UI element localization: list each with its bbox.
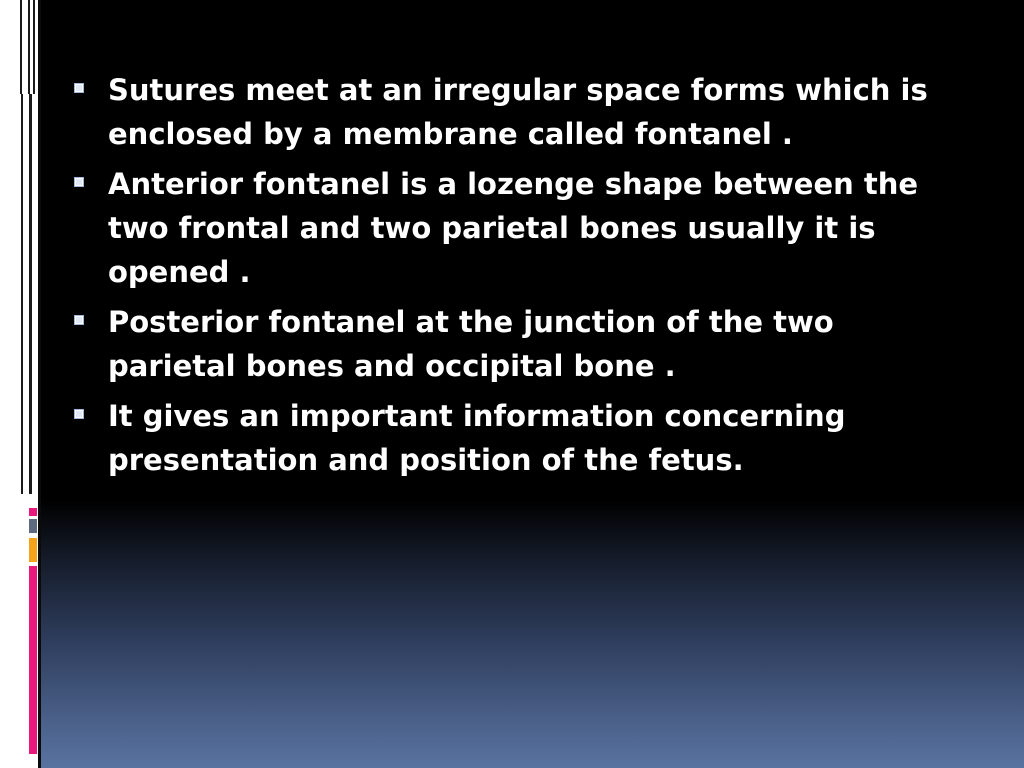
bullet-text: It gives an important information concerning presentation and position of the fetus. bbox=[108, 399, 846, 477]
bullet-text: Sutures meet at an irregular space forms which is enclosed by a membrane called fontanel . bbox=[108, 73, 928, 151]
bullet-item bbox=[70, 68, 970, 156]
square-bullet-icon bbox=[74, 83, 84, 93]
square-bullet-icon bbox=[74, 315, 84, 325]
slide-content bbox=[70, 68, 970, 488]
square-bullet-icon bbox=[74, 409, 84, 419]
bullet-item bbox=[70, 394, 970, 482]
bullet-text: Posterior fontanel at the junction of the two parietal bones and occipital bone . bbox=[108, 305, 834, 383]
decor-line bbox=[38, 0, 41, 768]
bullet-list bbox=[70, 68, 970, 482]
square-bullet-icon bbox=[74, 177, 84, 187]
left-decorative-strip bbox=[0, 0, 41, 768]
accent-bar-pink bbox=[29, 508, 37, 516]
decor-line bbox=[20, 0, 22, 94]
bullet-item bbox=[70, 300, 970, 388]
decor-line bbox=[33, 0, 35, 94]
bullet-item bbox=[70, 162, 970, 294]
bullet-text: Anterior fontanel is a lozenge shape between the two frontal and two parietal bones usually it is opened . bbox=[108, 167, 919, 289]
decor-line bbox=[0, 0, 1, 768]
decor-line bbox=[28, 0, 30, 94]
accent-bar-orange bbox=[29, 538, 37, 562]
decor-line bbox=[29, 94, 32, 494]
accent-bar-pink-long bbox=[29, 566, 37, 754]
decor-line bbox=[21, 94, 23, 494]
accent-bar-slate bbox=[29, 519, 37, 533]
